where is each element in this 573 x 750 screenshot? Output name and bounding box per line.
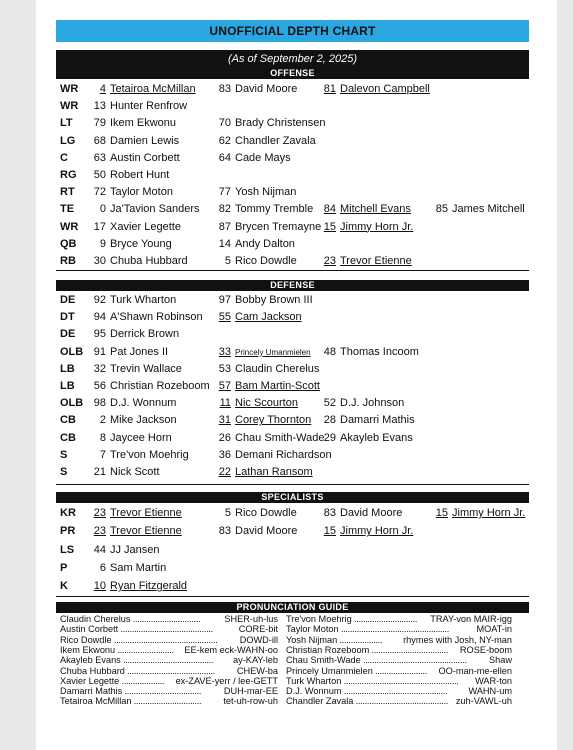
position-label: TE: [60, 203, 75, 216]
player-name: Corey Thornton: [235, 414, 312, 427]
jersey-number: 31: [218, 414, 231, 427]
guide-dots: ...................: [337, 634, 383, 645]
position-label: DT: [60, 311, 75, 324]
player-name: Bobby Brown III: [235, 294, 313, 306]
pronunciation-entry: [286, 624, 512, 634]
jersey-number: 10: [93, 580, 106, 593]
position-label: CB: [60, 431, 76, 444]
guide-dots: ..............................: [130, 614, 201, 624]
offense-row: [60, 201, 530, 218]
pronunciation-entry: [286, 645, 512, 655]
jersey-number: 9: [99, 237, 106, 250]
offense-row: [60, 184, 530, 201]
player-name: Ja'Tavion Sanders: [110, 203, 200, 216]
player-name: Taylor Moton: [110, 186, 173, 199]
player-name: JJ Jansen: [110, 543, 160, 556]
jersey-number: 50: [93, 169, 106, 181]
jersey-number: 17: [93, 220, 106, 233]
guide-name: Taylor Moton: [286, 624, 339, 635]
jersey-number: 7: [99, 448, 106, 461]
offense-row: [60, 150, 530, 167]
guide-pronunciation: zuh-VAWL-uh: [455, 696, 512, 707]
specialists-row: [60, 578, 530, 595]
jersey-number: 32: [93, 362, 106, 375]
player-name: Sam Martin: [110, 561, 167, 574]
jersey-number: 15: [323, 525, 336, 538]
guide-pronunciation: DUH-mar-EE: [223, 686, 278, 697]
guide-name: Damarri Mathis: [60, 686, 123, 697]
player-name: Robert Hunt: [110, 169, 170, 181]
page-title: UNOFFICIAL DEPTH CHART: [56, 20, 529, 42]
jersey-number: 30: [93, 255, 106, 267]
guide-name: Chandler Zavala: [286, 696, 354, 707]
guide-name: Rico Dowdle: [60, 634, 112, 645]
defense-row: [60, 344, 530, 361]
pronunciation-entry: [286, 666, 512, 676]
jersey-number: 0: [99, 203, 106, 216]
player-name: Tre'von Moehrig: [110, 448, 189, 461]
position-label: K: [60, 580, 68, 593]
jersey-number: 23: [323, 255, 336, 267]
defense-row: [60, 309, 530, 326]
pronunciation-entry: [60, 645, 278, 655]
player-name: Pat Jones II: [110, 345, 169, 358]
jersey-number: 52: [323, 397, 336, 410]
player-name: David Moore: [340, 507, 403, 519]
guide-dots: ..............................................: [111, 634, 218, 645]
jersey-number: 5: [224, 255, 231, 267]
player-name: Rico Dowdle: [235, 255, 297, 267]
player-name: Dalevon Campbell: [340, 83, 430, 95]
player-name: Hunter Renfrow: [110, 100, 188, 113]
pronunciation-entry: [286, 614, 512, 624]
guide-pronunciation: WAHN-um: [468, 686, 512, 697]
divider: [56, 484, 529, 485]
jersey-number: 95: [93, 328, 106, 341]
jersey-number: 92: [93, 294, 106, 306]
offense-row: [60, 133, 530, 150]
pronunciation-entry: [286, 676, 512, 686]
guide-name: D.J. Wonnum: [286, 686, 342, 697]
player-name: Damien Lewis: [110, 134, 180, 147]
player-name: Christian Rozeboom: [110, 380, 210, 392]
jersey-number: 57: [218, 380, 231, 392]
divider: [56, 596, 529, 597]
player-name: Cade Mays: [235, 151, 291, 164]
pronunciation-entry: [286, 686, 512, 696]
guide-dots: .......................................: [124, 665, 215, 676]
jersey-number: 53: [218, 362, 231, 375]
player-name: Chuba Hubbard: [110, 255, 188, 267]
jersey-number: 5: [224, 507, 231, 519]
position-label: OLB: [60, 397, 84, 410]
guide-name: Turk Wharton: [286, 675, 342, 686]
guide-pronunciation: SHER-uh-lus: [224, 614, 278, 624]
position-label: S: [60, 466, 68, 478]
guide-dots: ...................: [119, 675, 165, 686]
defense-row: [60, 361, 530, 378]
guide-pronunciation: rhymes with Josh, NY-man: [403, 634, 512, 645]
defense-row: [60, 395, 530, 412]
position-label: C: [60, 151, 68, 164]
section-pronunciation: PRONUNCIATION GUIDE: [56, 602, 529, 613]
jersey-number: 97: [218, 294, 231, 306]
defense-row: [60, 326, 530, 343]
guide-dots: ............................: [351, 614, 418, 624]
guide-name: Austin Corbett: [60, 624, 119, 635]
player-name: Trevor Etienne: [340, 255, 412, 267]
player-name: Ikem Ekwonu: [110, 117, 177, 130]
jersey-number: 98: [93, 397, 106, 410]
jersey-number: 77: [218, 186, 231, 199]
jersey-number: 64: [218, 151, 231, 164]
player-name: Chandler Zavala: [235, 134, 316, 147]
guide-dots: ..................................: [122, 686, 202, 697]
player-name: Tetairoa McMillan: [110, 83, 196, 95]
guide-dots: .........................................: [353, 696, 449, 707]
player-name: Andy Dalton: [235, 237, 295, 250]
guide-dots: ........................................: [120, 655, 214, 666]
pronunciation-entry: [60, 666, 278, 676]
player-name: Akayleb Evans: [340, 431, 413, 444]
guide-name: Xavier Legette: [60, 675, 120, 686]
player-name: Derrick Brown: [110, 328, 180, 341]
jersey-number: 83: [323, 507, 336, 519]
guide-dots: ..............................................: [360, 655, 467, 666]
jersey-number: 36: [218, 448, 231, 461]
specialists-row: [60, 505, 530, 522]
jersey-number: 48: [323, 345, 336, 358]
player-name: Trevor Etienne: [110, 525, 182, 538]
position-label: QB: [60, 237, 77, 250]
divider: [56, 270, 529, 271]
pronunciation-entry: [60, 635, 278, 645]
guide-name: Yosh Nijman: [286, 634, 338, 645]
specialists-row: [60, 523, 530, 540]
position-label: S: [60, 448, 68, 461]
jersey-number: 14: [218, 237, 231, 250]
player-name: Thomas Incoom: [340, 345, 419, 358]
guide-name: Chau Smith-Wade: [286, 655, 361, 666]
jersey-number: 72: [93, 186, 106, 199]
specialists-row: [60, 560, 530, 577]
jersey-number: 83: [218, 525, 231, 538]
player-name: David Moore: [235, 83, 298, 95]
position-label: LG: [60, 134, 76, 147]
jersey-number: 82: [218, 203, 231, 216]
offense-row: [60, 219, 530, 236]
guide-dots: ..............................................: [341, 686, 448, 697]
jersey-number: 94: [93, 311, 106, 324]
position-label: PR: [60, 525, 76, 538]
jersey-number: 29: [323, 431, 336, 444]
pronunciation-entry: [286, 696, 512, 706]
defense-row: [60, 412, 530, 429]
offense-row: [60, 236, 530, 253]
jersey-number: 6: [99, 561, 106, 574]
guide-name: Christian Rozeboom: [286, 644, 370, 655]
jersey-number: 62: [218, 134, 231, 147]
guide-name: Tre'von Moehrig: [286, 614, 352, 624]
jersey-number: 28: [323, 414, 336, 427]
offense-row: [60, 81, 530, 98]
guide-dots: ..............................: [131, 696, 202, 707]
player-name: Jaycee Horn: [110, 431, 172, 444]
player-name: Demani Richardson: [235, 448, 332, 461]
guide-pronunciation: tet-uh-row-uh: [223, 696, 278, 707]
jersey-number: 15: [435, 507, 448, 519]
guide-dots: .........................: [115, 644, 174, 655]
position-label: RB: [60, 255, 76, 267]
jersey-number: 55: [218, 311, 231, 324]
jersey-number: 84: [323, 203, 336, 216]
jersey-number: 23: [93, 507, 106, 519]
player-name: David Moore: [235, 525, 298, 538]
jersey-number: 15: [323, 220, 336, 233]
position-label: LT: [60, 117, 73, 130]
jersey-number: 22: [218, 466, 231, 478]
position-label: DE: [60, 294, 76, 306]
player-name: Bryce Young: [110, 237, 172, 250]
player-name: Damarri Mathis: [340, 414, 415, 427]
defense-row: [60, 464, 530, 481]
player-name: James Mitchell: [452, 203, 525, 216]
guide-dots: ...................................................: [341, 675, 459, 686]
offense-row: [60, 167, 530, 184]
guide-pronunciation: ROSE-boom: [459, 644, 512, 655]
jersey-number: 68: [93, 134, 106, 147]
jersey-number: 70: [218, 117, 231, 130]
defense-row: [60, 378, 530, 395]
jersey-number: 23: [93, 525, 106, 538]
position-label: CB: [60, 414, 76, 427]
player-name: Xavier Legette: [110, 220, 181, 233]
player-name: Ryan Fitzgerald: [110, 580, 188, 593]
guide-dots: .......................: [372, 665, 427, 676]
player-name: Tommy Tremble: [235, 203, 314, 216]
player-name: Austin Corbett: [110, 151, 180, 164]
section-offense: OFFENSE: [56, 68, 529, 79]
player-name: A'Shawn Robinson: [110, 311, 203, 324]
guide-pronunciation: OO-man-me-ellen: [438, 665, 512, 676]
player-name: Princely Umanmielen: [235, 347, 311, 357]
guide-name: Akayleb Evans: [60, 655, 121, 666]
position-label: LB: [60, 380, 75, 392]
player-name: Brycen Tremayne: [235, 220, 322, 233]
pronunciation-entry: [60, 676, 278, 686]
player-name: D.J. Johnson: [340, 397, 405, 410]
position-label: DE: [60, 328, 76, 341]
jersey-number: 56: [93, 380, 106, 392]
defense-row: [60, 430, 530, 447]
section-specialists: SPECIALISTS: [56, 492, 529, 503]
guide-dots: ..................................: [369, 644, 449, 655]
player-name: Brady Christensen: [235, 117, 326, 130]
pronunciation-entry: [286, 635, 512, 645]
guide-name: Chuba Hubbard: [60, 665, 125, 676]
jersey-number: 26: [218, 431, 231, 444]
guide-pronunciation: WAR-ton: [475, 675, 512, 686]
defense-row: [60, 447, 530, 464]
position-label: LS: [60, 543, 75, 556]
player-name: Rico Dowdle: [235, 507, 297, 519]
offense-row: [60, 253, 530, 270]
player-name: Trevor Etienne: [110, 507, 182, 519]
player-name: Lathan Ransom: [235, 466, 313, 478]
player-name: Bam Martin-Scott: [235, 380, 320, 392]
jersey-number: 13: [93, 100, 106, 113]
jersey-number: 83: [218, 83, 231, 95]
guide-dots: ................................................: [338, 624, 449, 635]
jersey-number: 4: [99, 83, 106, 95]
player-name: Yosh Nijman: [235, 186, 297, 199]
depth-chart-sheet: [36, 0, 557, 750]
position-label: WR: [60, 83, 79, 95]
player-name: Mike Jackson: [110, 414, 177, 427]
pronunciation-entry: [60, 686, 278, 696]
position-label: P: [60, 561, 68, 574]
player-name: Claudin Cherelus: [235, 362, 320, 375]
guide-pronunciation: TRAY-von MAIR-igg: [430, 614, 512, 624]
offense-row: [60, 115, 530, 132]
guide-pronunciation: CORE-bit: [238, 624, 278, 635]
guide-pronunciation: CHEW-ba: [236, 665, 278, 676]
specialists-row: [60, 542, 530, 559]
player-name: Nic Scourton: [235, 397, 298, 410]
guide-name: Ikem Ekwonu: [60, 644, 116, 655]
guide-pronunciation: Shaw: [489, 655, 512, 666]
guide-pronunciation: MOAT-in: [476, 624, 512, 635]
position-label: RG: [60, 169, 77, 181]
player-name: Mitchell Evans: [340, 203, 411, 216]
player-name: Jimmy Horn Jr.: [340, 220, 414, 233]
guide-dots: .........................................: [118, 624, 213, 635]
guide-pronunciation: ex-ZAVE-yerr / lee-GETT: [175, 675, 278, 686]
guide-pronunciation: EE-kem eck-WAHN-oo: [184, 644, 278, 655]
jersey-number: 85: [435, 203, 448, 216]
position-label: KR: [60, 507, 76, 519]
guide-name: Claudin Cherelus: [60, 614, 131, 624]
pronunciation-entry: [60, 696, 278, 706]
player-name: D.J. Wonnum: [110, 397, 177, 410]
pronunciation-entry: [60, 655, 278, 665]
jersey-number: 91: [93, 345, 106, 358]
player-name: Chau Smith-Wade: [235, 431, 325, 444]
position-label: WR: [60, 220, 79, 233]
pronunciation-entry: [60, 624, 278, 634]
guide-pronunciation: ay-KAY-leb: [233, 655, 278, 666]
section-defense: DEFENSE: [56, 280, 529, 291]
pronunciation-entry: [286, 655, 512, 665]
jersey-number: 44: [93, 543, 106, 556]
position-label: LB: [60, 362, 75, 375]
jersey-number: 33: [218, 345, 231, 358]
jersey-number: 21: [93, 466, 106, 478]
jersey-number: 63: [93, 151, 106, 164]
position-label: RT: [60, 186, 75, 199]
pronunciation-entry: [60, 614, 278, 624]
position-label: OLB: [60, 345, 84, 358]
player-name: Nick Scott: [110, 466, 160, 478]
player-name: Cam Jackson: [235, 311, 302, 324]
guide-name: Tetairoa McMillan: [60, 696, 132, 707]
as-of-date: (As of September 2, 2025): [56, 50, 529, 68]
jersey-number: 11: [219, 397, 231, 410]
jersey-number: 87: [218, 220, 231, 233]
player-name: Jimmy Horn Jr.: [340, 525, 414, 538]
guide-pronunciation: DOWD-ill: [239, 634, 278, 645]
player-name: Trevin Wallace: [110, 362, 182, 375]
player-name: Turk Wharton: [110, 294, 177, 306]
jersey-number: 2: [99, 414, 106, 427]
jersey-number: 81: [323, 83, 336, 95]
position-label: WR: [60, 100, 79, 113]
player-name: Jimmy Horn Jr.: [452, 507, 526, 519]
jersey-number: 79: [93, 117, 106, 130]
guide-name: Princely Umanmielen: [286, 665, 373, 676]
offense-row: [60, 98, 530, 115]
jersey-number: 8: [99, 431, 106, 444]
defense-row: [60, 292, 530, 309]
